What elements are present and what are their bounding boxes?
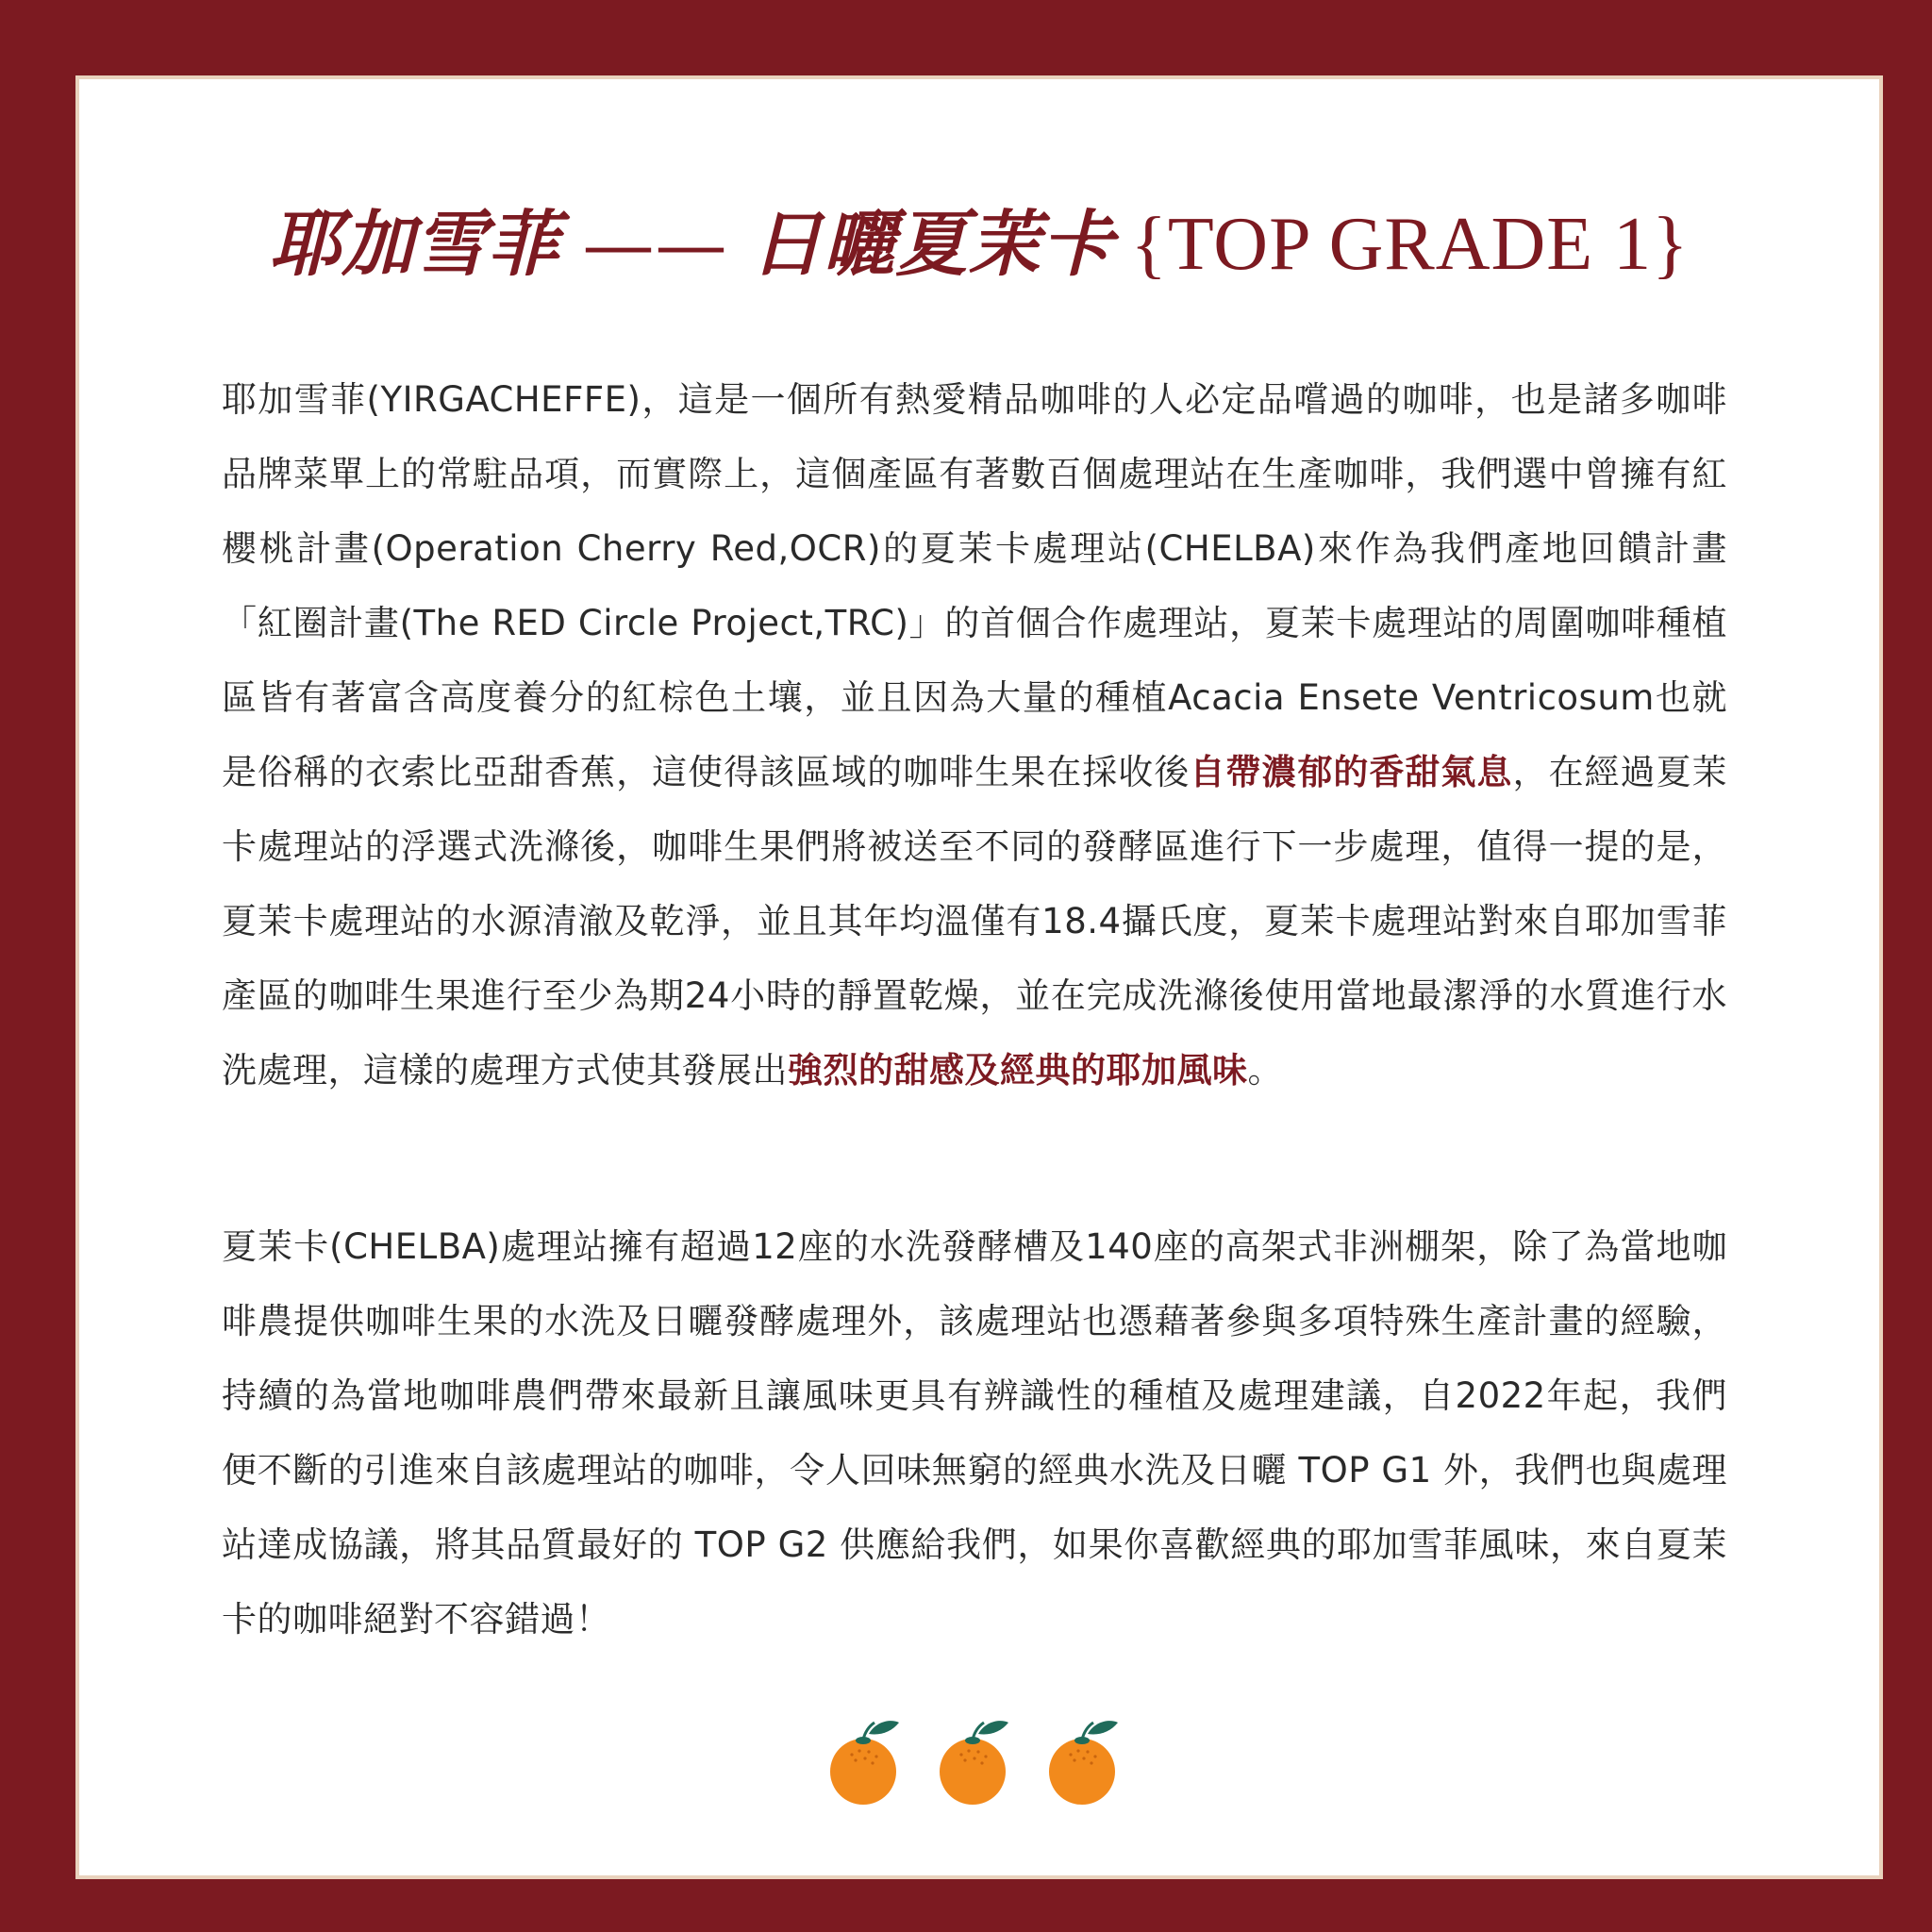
title-dash: ——: [582, 202, 728, 286]
orange-icon: [931, 1711, 1016, 1815]
content-card: [75, 75, 1883, 1879]
paragraph-1-text-b: ，在經過夏茉卡處理站的浮選式洗滌後，咖啡生果們將被送至不同的發酵區進行下一步處理，值得一提的是，夏茉卡處理站的水源清澈及乾淨，並且其年均溫僅有18.4攝氏度，夏茉卡處理站對來自耶加雪菲產區的咖啡生果進行至少為期24小時的靜置乾燥，並在完成洗滌後使用當地最潔淨的水質進行水洗處理，這樣的處理方式使其發展出: [222, 752, 1727, 1091]
highlight-classic-flavor: 強烈的甜感及經典的耶加風味: [788, 1050, 1248, 1091]
paragraph-2: 夏茉卡(CHELBA)處理站擁有超過12座的水洗發酵槽及140座的高架式非洲棚架，除了為當地咖啡農提供咖啡生果的水洗及日曬發酵處理外，該處理站也憑藉著參與多項特殊生產計畫的經驗，持續的為當地咖啡農們帶來最新且讓風味更具有辨識性的種植及處理建議，自2022年起，我們便不斷的引進來自該處理站的咖啡，令人回味無窮的經典水洗及日曬 TOP G1 外，我們也與處理站達成協議，將其品質最好的 TOP G2 供應給我們，如果你喜歡經典的耶加雪菲風味，來自夏茉卡的咖啡絕對不容錯過！: [222, 1226, 1727, 1640]
paragraph-1-text-c: 。: [1247, 1050, 1283, 1091]
orange-icon: [1041, 1711, 1125, 1815]
orange-icon: [822, 1711, 907, 1815]
highlight-sweet-aroma: 自帶濃郁的香甜氣息: [1190, 752, 1513, 792]
paragraph-1-text-a: 耶加雪菲(YIRGACHEFFE)，這是一個所有熱愛精品咖啡的人必定品嚐過的咖啡，也是諸多咖啡品牌菜單上的常駐品項，而實際上，這個產區有著數百個處理站在生產咖啡，我們選中曾擁有紅櫻桃計畫(Operation Cherry Red,OCR)的夏茉卡處理站(CHELBA)來作為我們產地回饋計畫「紅圈計畫(The RED Circle Project,TRC)」的首個合作處理站，夏茉卡處理站的周圍咖啡種植區皆有著富含高度養分的紅棕色土壤，並且因為大量的種植Acacia Ensete Ventricosum也就是俗稱的衣索比亞甜香蕉，這使得該區域的咖啡生果在採收後: [222, 379, 1727, 792]
title-origin: 耶加雪菲: [269, 202, 560, 286]
title-station: 日曬夏茉卡: [750, 202, 1114, 286]
paragraph-1: [222, 362, 1727, 1108]
page-title: [79, 192, 1879, 296]
title-grade: {TOP GRADE 1}: [1130, 203, 1690, 286]
orange-decoration: [79, 1711, 1879, 1824]
